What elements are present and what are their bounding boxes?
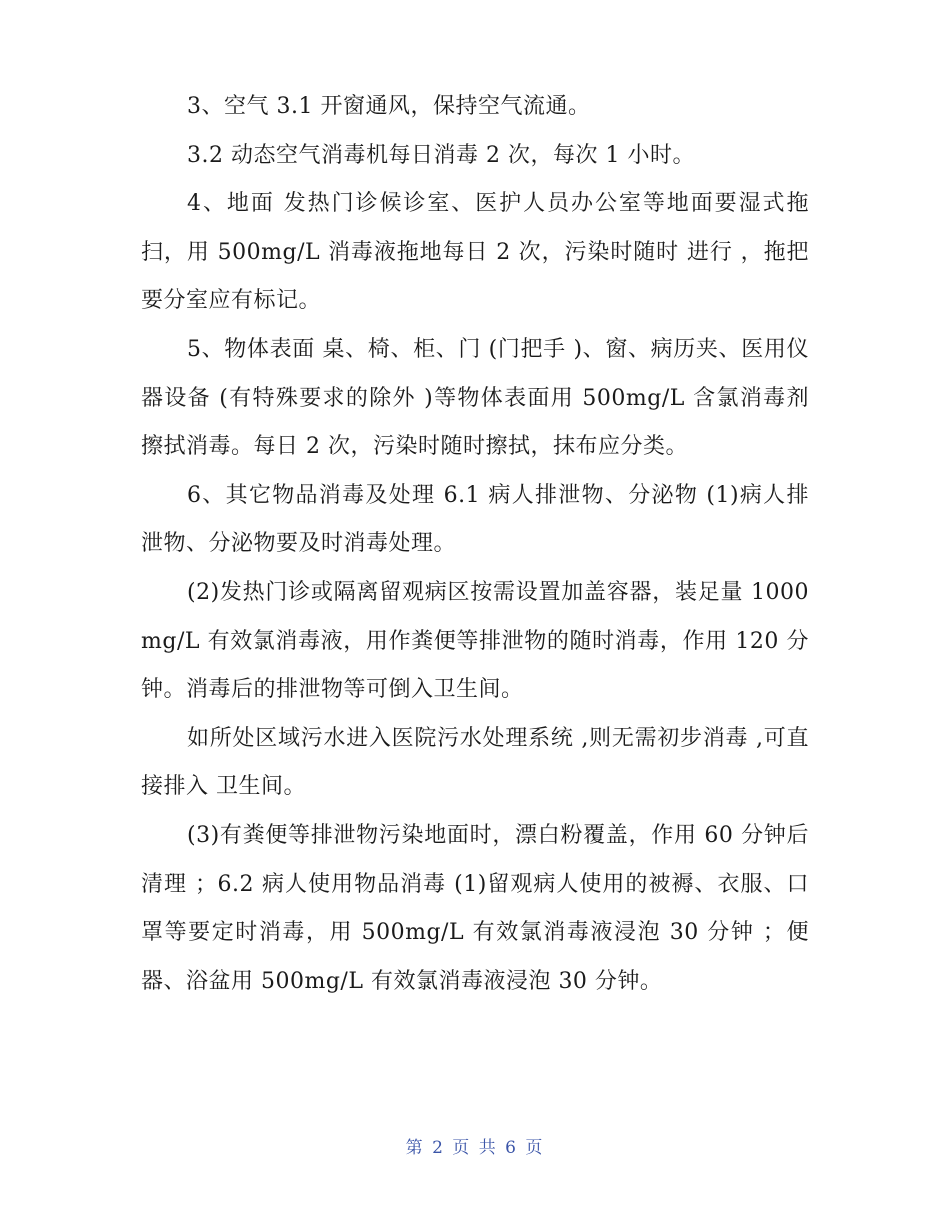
page-number-label: 第 2 页 共 6 页 — [405, 1138, 545, 1158]
paragraph-air-disinfection: 3.2 动态空气消毒机每日消毒 2 次，每次 1 小时。 — [187, 142, 695, 168]
paragraph-other-items: 6、其它物品消毒及处理 6.1 病人排泄物、分泌物 (1)病人排泄物、分泌物要及时消毒处理。 — [141, 482, 809, 557]
page-footer — [0, 1133, 950, 1158]
paragraph-patient-items: (3)有粪便等排泄物污染地面时，漂白粉覆盖，作用 60 分钟后清理 ；6.2 病人使用物品消毒 (1)留观病人使用的被褥、衣服、口罩等要定时消毒，用 500mg/L 有效氯消毒液浸泡 30 分钟 ；便器、浴盆用 500mg/L 有效氯消毒液浸泡 30 分钟。 — [141, 822, 809, 994]
document-body — [141, 83, 809, 1006]
paragraph-sewage-system: 如所处区域污水进入医院污水处理系统 ,则无需初步消毒 ,可直接排入 卫生间。 — [141, 725, 809, 800]
paragraph-air: 3、空气 3.1 开窗通风，保持空气流通。 — [187, 94, 591, 119]
paragraph-object-surface: 5、物体表面 桌、椅、柜、门 (门把手 )、窗、病历夹、医用仪器设备 (有特殊要求的除外 )等物体表面用 500mg/L 含氯消毒剂擦拭消毒。每日 2 次，污染时随时擦拭，抹布应分类。 — [141, 336, 809, 460]
paragraph-covered-container: (2)发热门诊或隔离留观病区按需设置加盖容器，装足量 1000mg/L 有效氯消毒液，用作粪便等排泄物的随时消毒，作用 120 分钟。消毒后的排泄物等可倒入卫生间。 — [141, 579, 809, 703]
paragraph-floor: 4、地面 发热门诊候诊室、医护人员办公室等地面要湿式拖扫，用 500mg/L 消毒液拖地每日 2 次，污染时随时 进行 ，拖把要分室应有标记。 — [141, 191, 809, 314]
